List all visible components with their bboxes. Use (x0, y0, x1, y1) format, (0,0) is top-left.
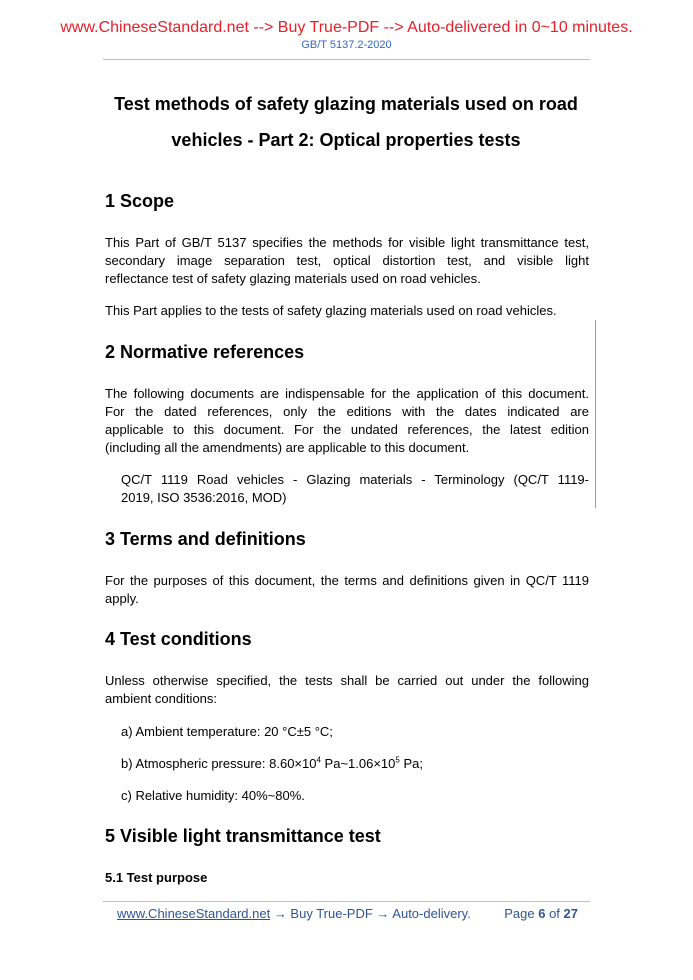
promo-banner[interactable]: www.ChineseStandard.net --> Buy True-PDF --> Auto-delivered in 0~10 minutes. (60, 19, 633, 36)
text-line: For the dated references, only the editions with the dates indicated are (105, 404, 589, 419)
section-heading-visible-light-transmittance: 5 Visible light transmittance test (105, 826, 381, 846)
change-bar (595, 320, 596, 508)
conditions-paragraph (105, 672, 589, 708)
text-line: Unless otherwise specified, the tests shall be carried out under the following (105, 673, 589, 688)
footer-divider (103, 901, 590, 902)
page-number: 6 (538, 906, 546, 921)
terms-paragraph (105, 572, 589, 608)
page-label: Page (504, 906, 539, 921)
section-heading-scope: 1 Scope (105, 191, 175, 211)
normative-paragraph (105, 385, 589, 457)
text-line: secondary image separation test, optical distortion test, and visible light (105, 253, 589, 268)
text-line: (including all the amendments) are applicable to this document. (105, 440, 470, 455)
text-line: This Part applies to the tests of safety glazing materials used on road vehicles. (105, 303, 557, 318)
text-line: The following documents are indispensable for the application of this document. (105, 386, 589, 401)
exponent: 5 (395, 755, 400, 765)
section-heading-terms: 3 Terms and definitions (105, 529, 306, 549)
page-indicator (504, 906, 578, 921)
page-total: 27 (563, 906, 578, 921)
of-label: of (545, 906, 564, 921)
text-segment: Pa; (399, 756, 423, 771)
scope-paragraph-2 (105, 302, 589, 320)
page-footer (117, 906, 587, 921)
subsection-heading-test-purpose: 5.1 Test purpose (105, 870, 208, 885)
text-segment: b) Atmospheric pressure: 8.60×10 (121, 756, 317, 771)
title-line-1: Test methods of safety glazing materials used on road (114, 94, 578, 114)
section-heading-test-conditions: 4 Test conditions (105, 629, 252, 649)
text-line: This Part of GB/T 5137 specifies the methods for visible light transmittance test, (105, 235, 589, 250)
condition-item-humidity: c) Relative humidity: 40%~80%. (121, 788, 305, 803)
text-line: apply. (105, 591, 139, 606)
document-title (90, 86, 602, 158)
title-line-2: vehicles - Part 2: Optical properties tests (171, 130, 521, 150)
reference-entry (121, 471, 589, 507)
text-line: QC/T 1119 Road vehicles - Glazing materials - Terminology (QC/T 1119- (121, 472, 589, 487)
scope-paragraph-1 (105, 234, 589, 288)
condition-item-temperature: a) Ambient temperature: 20 °C±5 °C; (121, 724, 333, 739)
text-line: reflectance test of safety glazing materials used on road vehicles. (105, 271, 481, 286)
exponent: 4 (316, 755, 321, 765)
footer-text: → Buy True-PDF → Auto-delivery. (270, 906, 471, 921)
text-line: ambient conditions: (105, 691, 218, 706)
footer-website-link[interactable]: www.ChineseStandard.net (117, 906, 271, 921)
text-line: 2019, ISO 3536:2016, MOD) (121, 490, 287, 505)
condition-item-pressure (121, 755, 423, 773)
text-line: For the purposes of this document, the terms and definitions given in QC/T 1119 (105, 573, 589, 588)
text-line: applicable to this document. For the undated references, the latest edition (105, 422, 589, 437)
section-heading-normative-references: 2 Normative references (105, 342, 305, 362)
standard-code-header: GB/T 5137.2-2020 (301, 39, 392, 51)
text-segment: Pa~1.06×10 (320, 756, 396, 771)
header-divider (103, 59, 590, 60)
